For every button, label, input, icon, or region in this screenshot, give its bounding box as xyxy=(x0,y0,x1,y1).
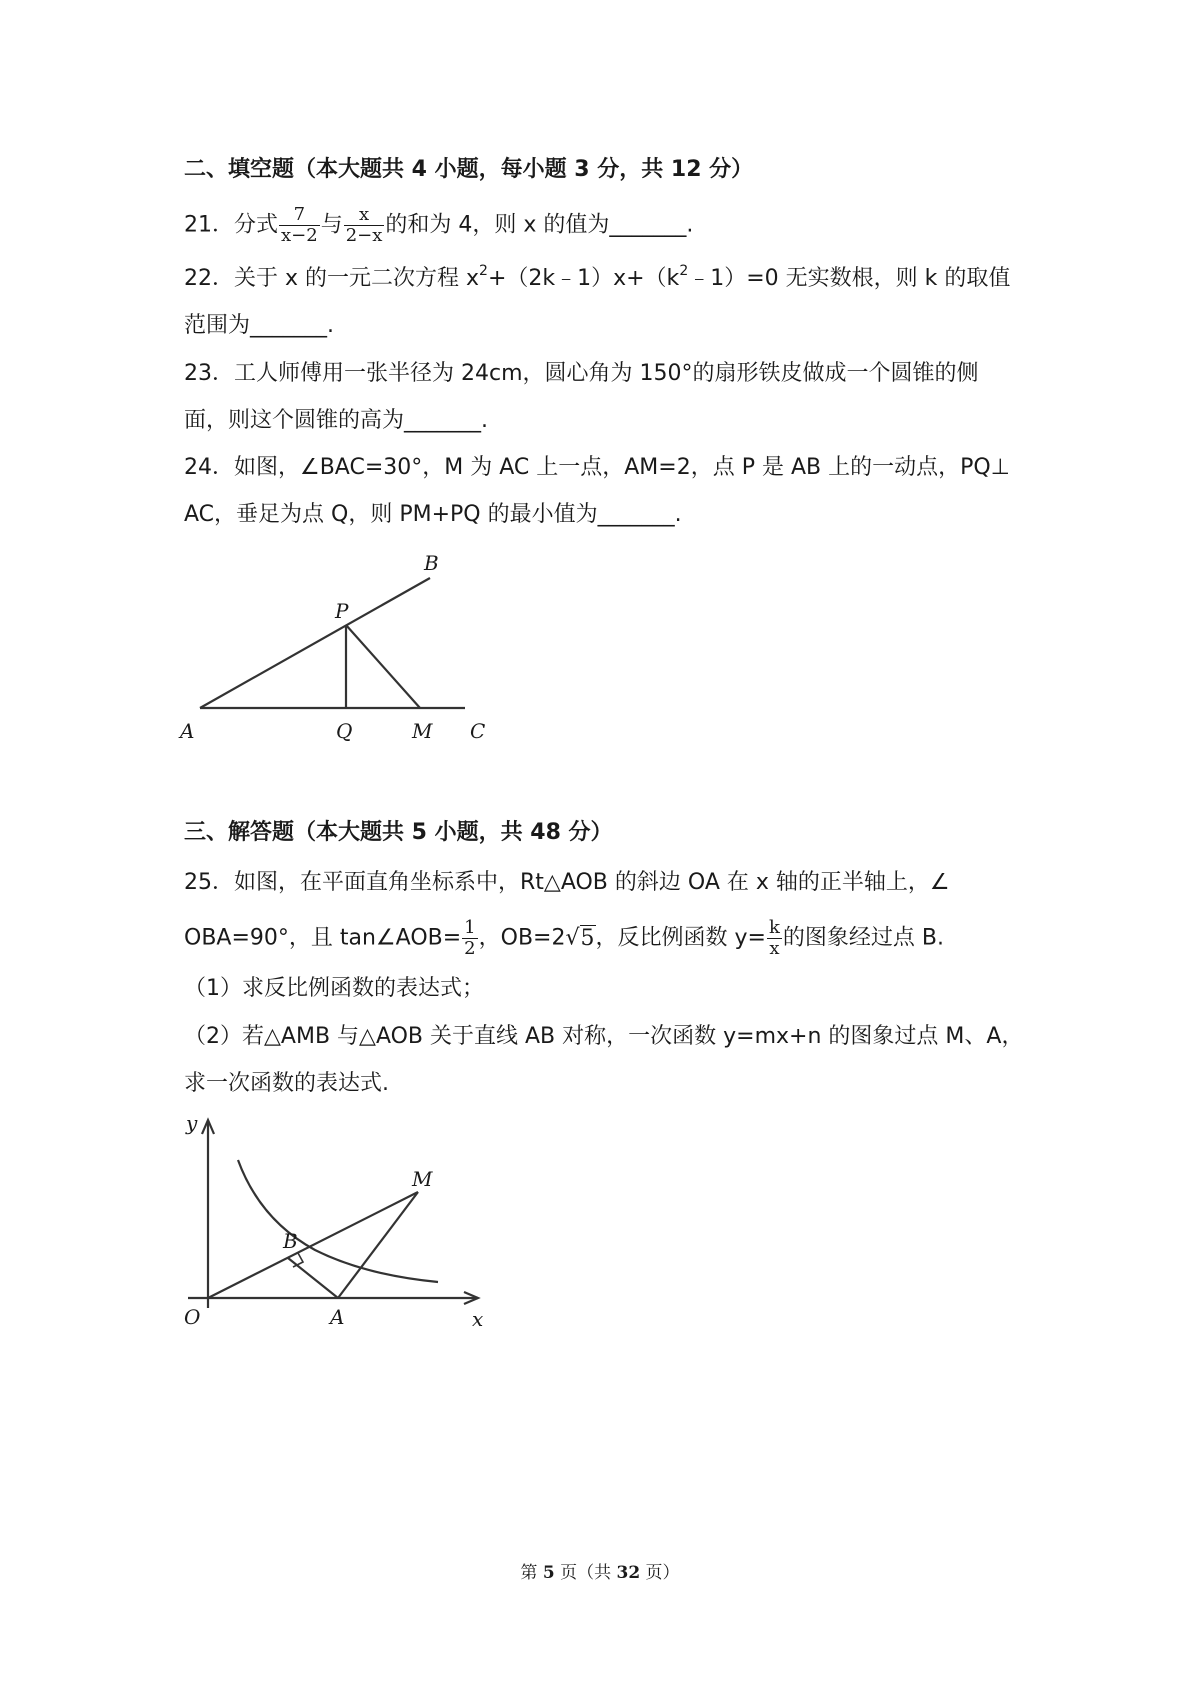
q25-label-x: x xyxy=(472,1307,484,1331)
q25-line-bm-to-a xyxy=(288,1258,338,1298)
q25-k-numerator: k xyxy=(768,917,780,938)
q21-fraction-2 xyxy=(344,205,385,246)
q25-label-o: O xyxy=(184,1305,201,1329)
q25-k-denominator: x xyxy=(769,938,780,959)
q25-line2c: ，反比例函数 y= xyxy=(595,925,766,951)
q22-sup2: 2 xyxy=(679,263,689,279)
q25-line-am xyxy=(338,1192,418,1298)
question-22-line-2: 范围为_______. xyxy=(184,313,334,338)
question-25-sub-1: （1）求反比例函数的表达式； xyxy=(184,976,484,1001)
question-24-line-1: 24．如图，∠BAC=30°，M 为 AC 上一点，AM=2，点 P 是 AB 上的一动点，PQ⊥ xyxy=(184,455,1010,480)
question-25-sub-2: （2）若△AMB 与△AOB 关于直线 AB 对称，一次函数 y=mx+n 的图象过点 M、A， xyxy=(184,1024,1024,1049)
q25-label-m: M xyxy=(412,1167,433,1191)
q21-suffix: 的和为 4，则 x 的值为_______. xyxy=(385,212,694,238)
footer-page-number: 5 xyxy=(542,1563,555,1583)
q24-figure xyxy=(180,550,490,750)
q25-tan-denominator: 2 xyxy=(464,938,476,959)
footer-mid: 页（共 xyxy=(554,1563,617,1583)
q24-line-ab xyxy=(200,578,430,708)
q22-part3: ﹣1）=0 无实数根，则 k 的取值 xyxy=(688,266,1011,291)
q24-label-p: P xyxy=(335,599,349,623)
q21-prefix: 21．分式 xyxy=(184,212,278,238)
q24-line-pm xyxy=(346,625,420,708)
question-24-line-2: AC，垂足为点 Q，则 PM+PQ 的最小值为_______. xyxy=(184,502,682,527)
footer-total-pages: 32 xyxy=(616,1563,641,1583)
question-22-line-1 xyxy=(184,264,1010,294)
q25-figure xyxy=(180,1110,500,1350)
question-21 xyxy=(184,205,693,246)
q25-line2b: ，OB=2 xyxy=(478,925,566,951)
question-25-sub-2b: 求一次函数的表达式. xyxy=(184,1071,389,1096)
q24-label-q: Q xyxy=(336,719,353,743)
q25-tan-numerator: 1 xyxy=(464,917,476,938)
q21-frac2-numerator: x xyxy=(344,205,385,226)
question-23-line-2: 面，则这个圆锥的高为_______. xyxy=(184,408,488,433)
q25-hyperbola xyxy=(238,1160,438,1282)
footer-post: 页） xyxy=(640,1563,680,1583)
q21-fraction-1 xyxy=(279,205,320,246)
q21-frac2-denominator: 2−x xyxy=(345,225,383,246)
q25-line2d: 的图象经过点 B. xyxy=(782,925,944,951)
q22-part1: 22．关于 x 的一元二次方程 x xyxy=(184,266,480,291)
q24-label-c: C xyxy=(470,719,486,743)
q24-label-b: B xyxy=(424,551,439,575)
q25-sqrt-sign: √ xyxy=(565,925,580,951)
q24-label-m: M xyxy=(412,719,433,743)
q25-sqrt-value: 5 xyxy=(580,925,595,951)
q21-frac1-numerator: 7 xyxy=(279,205,320,226)
question-23-line-1: 23．工人师傅用一张半径为 24cm，圆心角为 150°的扇形铁皮做成一个圆锥的侧 xyxy=(184,361,979,386)
question-25-line-2 xyxy=(184,918,944,959)
q21-mid: 与 xyxy=(320,212,343,238)
q25-label-b: B xyxy=(283,1229,298,1253)
page-footer xyxy=(0,1558,1200,1583)
q25-line2a: OBA=90°，且 tan∠AOB= xyxy=(184,925,462,951)
footer-pre: 第 xyxy=(520,1563,543,1583)
q25-tan-fraction xyxy=(462,918,477,959)
q24-label-a: A xyxy=(180,719,195,743)
q25-sqrt xyxy=(565,925,595,951)
section-3-heading: 三、解答题（本大题共 5 小题，共 48 分） xyxy=(184,820,613,845)
q22-part2: +（2k﹣1）x+（k xyxy=(487,266,680,291)
q25-label-a: A xyxy=(330,1305,345,1329)
q25-label-y: y xyxy=(186,1111,198,1135)
q25-k-fraction xyxy=(767,918,782,959)
question-25-line-1: 25．如图，在平面直角坐标系中，Rt△AOB 的斜边 OA 在 x 轴的正半轴上，∠ xyxy=(184,870,950,895)
q25-line-om xyxy=(208,1192,418,1298)
q21-frac1-denominator: x−2 xyxy=(281,225,318,246)
section-2-heading: 二、填空题（本大题共 4 小题，每小题 3 分，共 12 分） xyxy=(184,157,754,182)
q22-sup1: 2 xyxy=(479,263,488,279)
